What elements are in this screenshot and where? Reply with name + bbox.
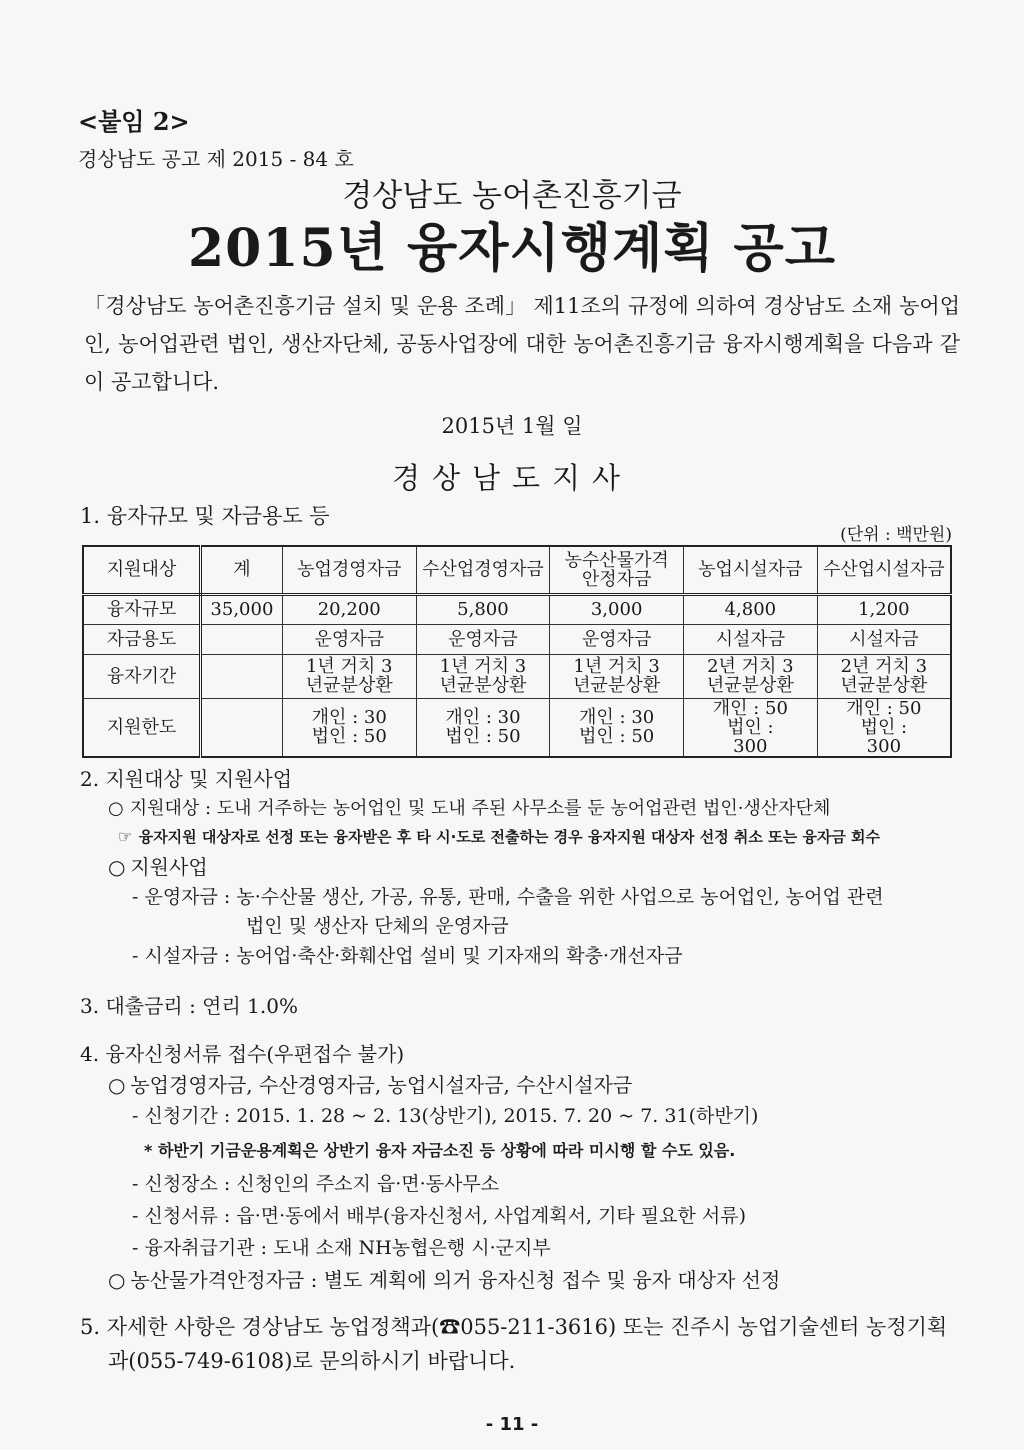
table-row	[83, 594, 951, 624]
row-label: 지원한도	[83, 698, 200, 757]
table-cell	[200, 624, 282, 654]
agency-line: - 융자취급기관 : 도내 소재 NH농협은행 시·군지부	[132, 1237, 551, 1259]
section4-title: 4. 융자신청서류 접수(우편접수 불가)	[80, 1042, 405, 1066]
row-label: 자금용도	[83, 624, 200, 654]
table-cell: 1,200	[817, 594, 951, 624]
page-number: - 11 -	[485, 1414, 539, 1435]
circle-bullet-icon: ○	[108, 798, 124, 819]
notice-date: 2015년 1월 일	[441, 414, 583, 438]
table-cell: 개인 : 30 법인 : 50	[416, 698, 550, 757]
table-cell: 1년 거치 3년균분상환	[550, 654, 684, 698]
table-cell: 2년 거치 3년균분상환	[683, 654, 817, 698]
main-title: 2015년 융자시행계획 공고	[187, 218, 837, 279]
operating-line-1: - 운영자금 : 농·수산물 생산, 가공, 유통, 판매, 수출을 위한 사업으로 농어업인, 농어업 관련	[132, 886, 884, 908]
circle-bullet-icon: ○	[108, 1268, 126, 1292]
fund-table	[82, 545, 952, 758]
circle-bullet-icon: ○	[108, 1073, 126, 1097]
org-title: 경상남도 농어촌진흥기금	[342, 178, 682, 214]
program-text: 지원사업	[130, 855, 208, 879]
operating-line-2: 법인 및 생산자 단체의 운영자금	[246, 915, 509, 937]
table-cell: 20,200	[282, 594, 416, 624]
unit-label: (단위 : 백만원)	[840, 525, 952, 545]
header-cell: 수산업경영자금	[416, 546, 550, 594]
attachment-label: <붙임 2>	[78, 107, 190, 136]
documents-line: - 신청서류 : 읍·면·동에서 배부(융자신청서, 사업계획서, 기타 필요한 서류)	[132, 1205, 747, 1227]
table-row	[83, 624, 951, 654]
price-fund-line	[108, 1264, 780, 1293]
table-cell: 개인 : 50 법인 : 300	[817, 698, 951, 757]
target-text: 지원대상 : 도내 거주하는 농어업인 및 도내 주된 사무소를 둔 농어업관련 법인·생산자단체	[129, 798, 831, 819]
table-cell: 1년 거치 3년균분상환	[282, 654, 416, 698]
section5-line-2: 과(055-749-6108)로 문의하시기 바랍니다.	[108, 1349, 516, 1373]
period-note	[144, 1137, 735, 1161]
table-header-row	[83, 546, 951, 594]
table-row	[83, 654, 951, 698]
funds-line	[108, 1069, 632, 1098]
header-cell: 농수산물가격 안정자금	[550, 546, 684, 594]
period-line: - 신청기간 : 2015. 1. 28 ~ 2. 13(상반기), 2015. 7. 20 ~ 7. 31(하반기)	[132, 1105, 759, 1127]
table-cell: 4,800	[683, 594, 817, 624]
table-cell: 개인 : 50 법인 : 300	[683, 698, 817, 757]
header-cell: 농업경영자금	[282, 546, 416, 594]
table-cell: 35,000	[200, 594, 282, 624]
header-cell: 지원대상	[83, 546, 200, 594]
target-line	[108, 794, 830, 820]
table-cell: 운영자금	[282, 624, 416, 654]
row-label: 융자규모	[83, 594, 200, 624]
pointing-hand-icon: ☞	[118, 827, 133, 846]
intro-paragraph: 「경상남도 농어촌진흥기금 설치 및 운용 조례」 제11조의 규정에 의하여 경상남도 소재 농어업인, 농어업관련 법인, 생산자단체, 공동사업장에 대한 농어촌진흥기금 융자시행계획을 다음과 같이 공고합니다.	[84, 294, 960, 394]
table-cell	[200, 654, 282, 698]
header-cell: 농업시설자금	[683, 546, 817, 594]
table-cell: 개인 : 30 법인 : 50	[282, 698, 416, 757]
circle-bullet-icon: ○	[108, 855, 126, 879]
governor-signature: 경상남도지사	[391, 461, 633, 495]
note-line	[118, 823, 880, 847]
row-label: 융자기간	[83, 654, 200, 698]
header-cell: 수산업시설자금	[817, 546, 951, 594]
section2-title: 2. 지원대상 및 지원사업	[80, 767, 293, 791]
table-cell: 1년 거치 3년균분상환	[416, 654, 550, 698]
table-cell: 5,800	[416, 594, 550, 624]
notice-number: 경상남도 공고 제 2015 - 84 호	[78, 147, 354, 171]
table-cell	[200, 698, 282, 757]
header-cell: 계	[200, 546, 282, 594]
section3-title: 3. 대출금리 : 연리 1.0%	[80, 994, 298, 1018]
table-row	[83, 698, 951, 757]
funds-text: 농업경영자금, 수산경영자금, 농업시설자금, 수산시설자금	[130, 1073, 633, 1097]
table-cell: 2년 거치 3년균분상환	[817, 654, 951, 698]
price-fund-text: 농산물가격안정자금 : 별도 계획에 의거 융자신청 접수 및 융자 대상자 선정	[130, 1268, 781, 1292]
section5-line-1: 5. 자세한 사항은 경상남도 농업정책과(☎055-211-3616) 또는 진주시 농업기술센터 농정기획	[80, 1315, 948, 1339]
program-line	[108, 851, 208, 880]
table-cell: 운영자금	[550, 624, 684, 654]
period-note-text: * 하반기 기금운용계획은 상반기 융자 자금소진 등 상황에 따라 미시행 할 수도 있음.	[144, 1141, 736, 1160]
note-text: 융자지원 대상자로 선정 또는 융자받은 후 타 시·도로 전출하는 경우 융자지원 대상자 선정 취소 또는 융자금 회수	[138, 828, 881, 846]
table-cell: 시설자금	[683, 624, 817, 654]
section1-title: 1. 융자규모 및 자금용도 등	[80, 504, 330, 528]
table-cell: 3,000	[550, 594, 684, 624]
place-line: - 신청장소 : 신청인의 주소지 읍·면·동사무소	[132, 1173, 500, 1195]
facility-line: - 시설자금 : 농어업·축산·화훼산업 설비 및 기자재의 확충·개선자금	[132, 945, 683, 967]
table-cell: 운영자금	[416, 624, 550, 654]
table-cell: 시설자금	[817, 624, 951, 654]
table-cell: 개인 : 30 법인 : 50	[550, 698, 684, 757]
